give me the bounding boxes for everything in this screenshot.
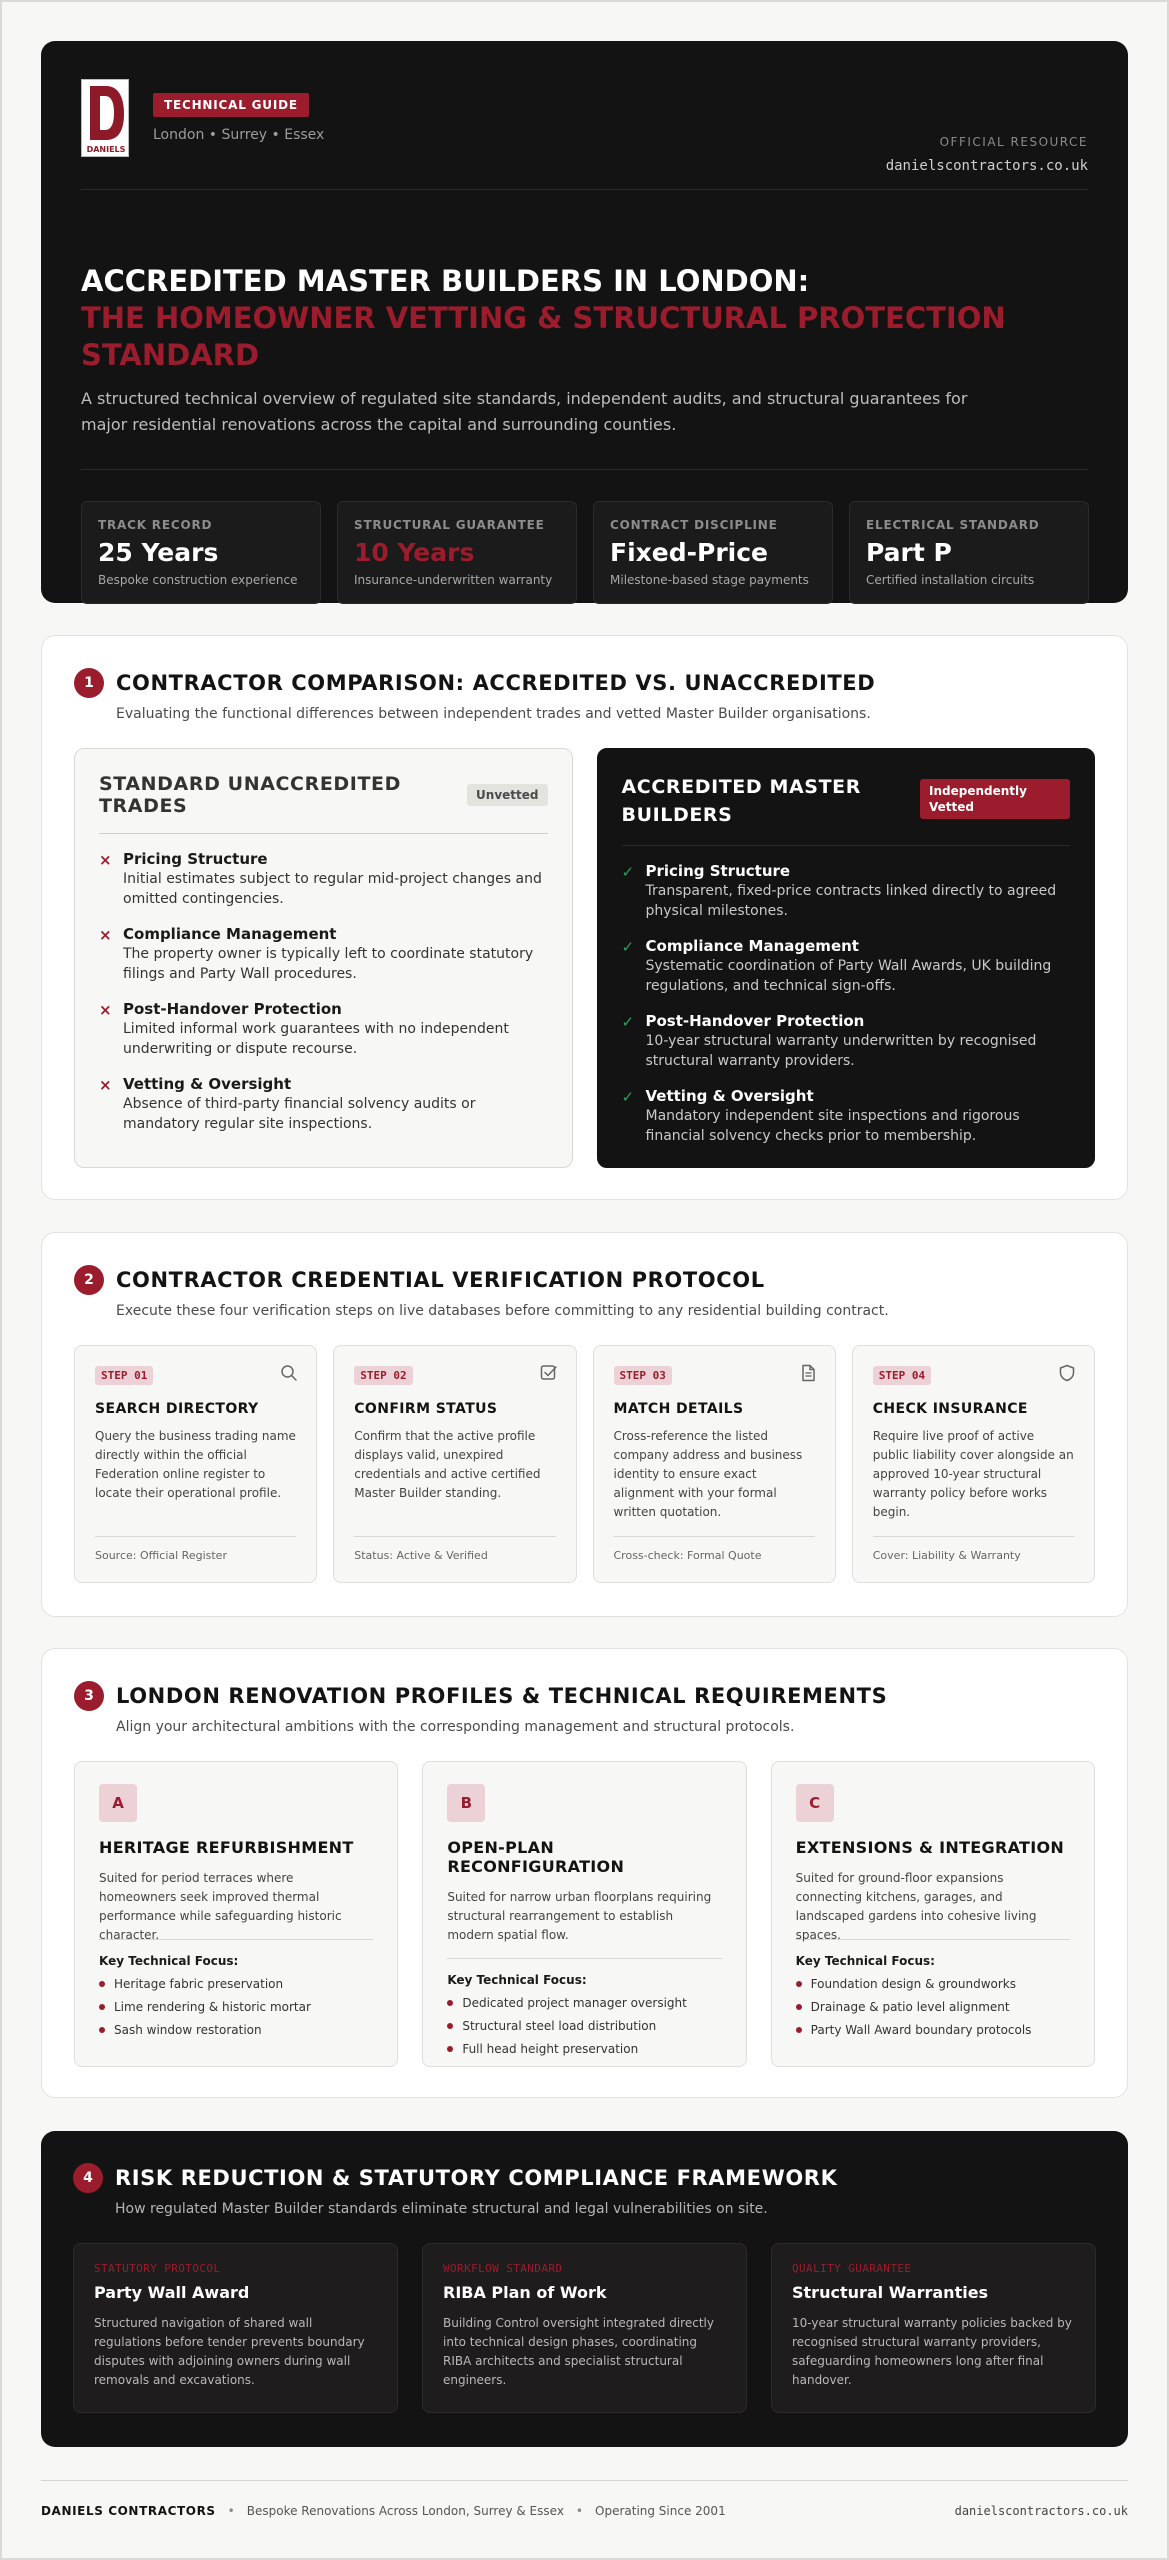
- pillar-kicker: QUALITY GUARANTEE: [792, 2262, 912, 2275]
- step-body: Require live proof of active public liability cover alongside an approved 10-year structural warranty policy before works begin.: [872, 1429, 1074, 1519]
- footer-website-link[interactable]: danielscontractors.co.uk: [954, 2503, 1128, 2518]
- list-item: Party Wall Award boundary protocols: [796, 2023, 1070, 2037]
- pillar-body: 10-year structural warranty policies backed by recognised structural warranty providers, safeguarding homeowners long after final handover.: [792, 2316, 1072, 2387]
- document-icon: [799, 1364, 817, 1386]
- stat-sub: Milestone-based stage payments: [610, 573, 809, 587]
- section-comparison: [41, 635, 1128, 1200]
- technical-guide-tag: TECHNICAL GUIDE: [153, 93, 309, 117]
- step-tag: STEP 01: [95, 1366, 153, 1385]
- search-icon: [280, 1364, 298, 1386]
- footer: [41, 2480, 1128, 2540]
- title-line-1: ACCREDITED MASTER BUILDERS IN LONDON:: [81, 264, 810, 298]
- cross-icon: ×: [99, 1076, 112, 1094]
- footer-separator: •: [575, 2503, 583, 2518]
- profile-body: Suited for ground-floor expansions connecting kitchens, garages, and landscaped gardens into cohesive living spaces.: [795, 1871, 1037, 1942]
- vetted-badge: Independently Vetted: [920, 779, 1070, 819]
- section-title: RISK REDUCTION & STATUTORY COMPLIANCE FRAMEWORK: [115, 2166, 838, 2190]
- stat-sub: Certified installation circuits: [866, 573, 1035, 587]
- list-item: Heritage fabric preservation: [99, 1977, 373, 1991]
- stat-label: STRUCTURAL GUARANTEE: [354, 518, 545, 532]
- pillar-title: RIBA Plan of Work: [443, 2283, 607, 2302]
- pillar-body: Building Control oversight integrated directly into technical design phases, coordinating RIBA architects and specialist structural engineers.: [443, 2316, 714, 2387]
- cross-icon: ×: [99, 926, 112, 944]
- point-body: Transparent, fixed-price contracts linked directly to agreed physical milestones.: [645, 883, 1057, 919]
- list-item: Full head height preservation: [447, 2042, 721, 2056]
- pillar-card: [73, 2243, 398, 2413]
- step-title: MATCH DETAILS: [613, 1401, 744, 1417]
- profile-title: HERITAGE REFURBISHMENT: [99, 1838, 354, 1857]
- stat-label: CONTRACT DISCIPLINE: [610, 518, 778, 532]
- profile-card: [74, 1761, 398, 2067]
- check-icon: ✓: [621, 1088, 635, 1106]
- point-heading: Vetting & Oversight: [645, 1087, 814, 1105]
- hero-description: A structured technical overview of regulated site standards, independent audits, and structural guarantees for major residential renovations across the capital and surrounding counties.: [81, 389, 968, 434]
- list-item: Lime rendering & historic mortar: [99, 2000, 373, 2014]
- section-subtitle: Evaluating the functional differences between independent trades and vetted Master Builder organisations.: [116, 706, 871, 722]
- step-title: CONFIRM STATUS: [354, 1401, 498, 1417]
- step-title: SEARCH DIRECTORY: [95, 1401, 259, 1417]
- profile-letter: A: [99, 1784, 137, 1822]
- stat-value: 25 Years: [98, 538, 219, 567]
- bullet-icon: [796, 1981, 802, 1987]
- step-tag: STEP 03: [614, 1366, 672, 1385]
- cross-icon: ×: [99, 851, 112, 869]
- list-item: Foundation design & groundworks: [796, 1977, 1070, 1991]
- column-title: STANDARD UNACCREDITED TRADES: [99, 773, 401, 817]
- step-card: [852, 1345, 1095, 1583]
- stat-card: [337, 501, 577, 604]
- list-item: Sash window restoration: [99, 2023, 373, 2037]
- stat-sub: Bespoke construction experience: [98, 573, 298, 587]
- focus-label: Key Technical Focus:: [795, 1954, 935, 1968]
- focus-label: Key Technical Focus:: [447, 1973, 587, 1987]
- point-heading: Compliance Management: [123, 925, 337, 943]
- locations: London • Surrey • Essex: [153, 127, 325, 143]
- point-heading: Pricing Structure: [645, 862, 791, 880]
- section-subtitle: Align your architectural ambitions with the corresponding management and structural protocols.: [116, 1719, 795, 1735]
- stat-label: ELECTRICAL STANDARD: [866, 518, 1040, 532]
- stat-value: 10 Years: [354, 538, 475, 567]
- profile-body: Suited for narrow urban floorplans requiring structural rearrangement to establish modern spatial flow.: [447, 1890, 712, 1942]
- step-body: Query the business trading name directly within the official Federation online register to locate their operational profile.: [95, 1429, 296, 1500]
- list-item: [622, 1012, 1071, 1071]
- pillar-kicker: WORKFLOW STANDARD: [443, 2262, 563, 2275]
- section-title: CONTRACTOR COMPARISON: ACCREDITED VS. UNACCREDITED: [116, 671, 876, 695]
- step-footer: Status: Active & Verified: [354, 1536, 555, 1562]
- unvetted-badge: Unvetted: [467, 784, 547, 806]
- pillar-card: [422, 2243, 747, 2413]
- point-body: Absence of third-party financial solvency audits or mandatory regular site inspections.: [123, 1096, 476, 1132]
- step-body: Confirm that the active profile displays valid, unexpired credentials and active certified Master Builder standing.: [354, 1429, 541, 1500]
- list-item: Structural steel load distribution: [447, 2019, 721, 2033]
- bullet-icon: [99, 2004, 105, 2010]
- check-icon: ✓: [621, 1013, 635, 1031]
- point-body: Limited informal work guarantees with no independent underwriting or dispute recourse.: [123, 1021, 509, 1057]
- column-title: ACCREDITED MASTER BUILDERS: [621, 776, 861, 826]
- section-number: 4: [73, 2163, 103, 2193]
- point-heading: Compliance Management: [645, 937, 859, 955]
- title-line-2: THE HOMEOWNER VETTING & STRUCTURAL PROTECTION STANDARD: [81, 301, 1006, 372]
- point-body: Systematic coordination of Party Wall Awards, UK building regulations, and technical sign-offs.: [645, 958, 1052, 994]
- divider: [81, 469, 1088, 470]
- point-heading: Post-Handover Protection: [123, 1000, 342, 1018]
- step-footer: Cross-check: Formal Quote: [614, 1536, 815, 1562]
- cross-icon: ×: [99, 1001, 112, 1019]
- footer-tagline: Bespoke Renovations Across London, Surrey & Essex: [246, 2503, 564, 2518]
- bullet-icon: [447, 2000, 453, 2006]
- step-footer: Cover: Liability & Warranty: [873, 1536, 1074, 1562]
- section-profiles: [41, 1648, 1128, 2098]
- stat-sub: Insurance-underwritten warranty: [354, 573, 553, 587]
- bullet-icon: [99, 1981, 105, 1987]
- section-number: 2: [74, 1265, 104, 1295]
- profile-card: [422, 1761, 746, 2067]
- list-item: [622, 937, 1071, 996]
- list-item: [622, 862, 1071, 921]
- section-subtitle: How regulated Master Builder standards eliminate structural and legal vulnerabilities on site.: [115, 2201, 768, 2217]
- stats-row: [81, 501, 1089, 604]
- bullet-icon: [447, 2046, 453, 2052]
- point-heading: Post-Handover Protection: [645, 1012, 865, 1030]
- list-item: [99, 925, 548, 984]
- step-card: [74, 1345, 317, 1583]
- pillar-kicker: STATUTORY PROTOCOL: [94, 2262, 221, 2275]
- profile-body: Suited for period terraces where homeowners seek improved thermal performance while safeguarding historic character.: [99, 1871, 342, 1942]
- stat-label: TRACK RECORD: [98, 518, 213, 532]
- point-body: The property owner is typically left to coordinate statutory filings and Party Wall procedures.: [123, 946, 534, 982]
- shield-icon: [1058, 1364, 1076, 1386]
- step-tag: STEP 02: [354, 1366, 412, 1385]
- unaccredited-column: [74, 748, 573, 1168]
- accredited-column: [597, 748, 1096, 1168]
- footer-since: Operating Since 2001: [595, 2503, 726, 2518]
- list-item: [99, 850, 548, 909]
- check-icon: ✓: [621, 863, 635, 881]
- daniels-logo: [81, 79, 129, 157]
- website-link[interactable]: danielscontractors.co.uk: [885, 158, 1088, 174]
- stat-value: Part P: [866, 538, 952, 567]
- step-card: [593, 1345, 836, 1583]
- page-title: [81, 263, 1041, 374]
- stat-card: [593, 501, 833, 604]
- pillar-body: Structured navigation of shared wall regulations before tender prevents boundary disputes with adjoining owners during wall removals and excavations.: [94, 2316, 365, 2387]
- hero-banner: [41, 41, 1128, 603]
- stat-card: [849, 501, 1089, 604]
- pillar-title: Party Wall Award: [94, 2283, 250, 2302]
- point-body: Initial estimates subject to regular mid-project changes and omitted contingencies.: [123, 871, 542, 907]
- point-heading: Pricing Structure: [123, 850, 268, 868]
- section-subtitle: Execute these four verification steps on live databases before committing to any residential building contract.: [116, 1303, 889, 1319]
- bullet-icon: [99, 2027, 105, 2033]
- official-label: OFFICIAL RESOURCE: [939, 135, 1088, 149]
- profile-card: [771, 1761, 1095, 2067]
- section-title: LONDON RENOVATION PROFILES & TECHNICAL REQUIREMENTS: [116, 1684, 888, 1708]
- section-compliance: [41, 2131, 1128, 2447]
- list-item: Dedicated project manager oversight: [447, 1996, 721, 2010]
- check-icon: ✓: [621, 938, 635, 956]
- bullet-icon: [796, 2004, 802, 2010]
- official-resource: [886, 79, 1088, 179]
- step-title: CHECK INSURANCE: [872, 1401, 1028, 1417]
- logo-wordmark: DANIELS: [86, 145, 126, 154]
- list-item: Drainage & patio level alignment: [796, 2000, 1070, 2014]
- brand: [81, 79, 324, 179]
- profile-title: OPEN-PLAN RECONFIGURATION: [447, 1838, 625, 1876]
- bullet-icon: [447, 2023, 453, 2029]
- stat-card: [81, 501, 321, 604]
- divider: [81, 189, 1088, 190]
- list-item: [99, 1075, 548, 1134]
- pillar-card: [771, 2243, 1096, 2413]
- list-item: [622, 1087, 1071, 1146]
- section-number: 1: [74, 668, 104, 698]
- step-body: Cross-reference the listed company address and business identity to ensure exact alignment with your formal written quotation.: [613, 1429, 803, 1519]
- section-verification: [41, 1232, 1128, 1617]
- point-body: 10-year structural warranty underwritten by recognised structural warranty providers.: [645, 1033, 1037, 1069]
- step-footer: Source: Official Register: [95, 1536, 296, 1562]
- section-number: 3: [74, 1681, 104, 1711]
- bullet-icon: [796, 2027, 802, 2033]
- point-body: Mandatory independent site inspections and rigorous financial solvency checks prior to membership.: [645, 1108, 1020, 1144]
- step-tag: STEP 04: [873, 1366, 931, 1385]
- footer-company: DANIELS CONTRACTORS: [41, 2503, 216, 2518]
- profile-title: EXTENSIONS & INTEGRATION: [795, 1838, 1065, 1857]
- stat-value: Fixed-Price: [610, 538, 768, 567]
- point-heading: Vetting & Oversight: [123, 1075, 292, 1093]
- list-item: [99, 1000, 548, 1059]
- pillar-title: Structural Warranties: [792, 2283, 989, 2302]
- footer-separator: •: [227, 2503, 235, 2518]
- profile-letter: C: [796, 1784, 834, 1822]
- checkbox-icon: [540, 1364, 558, 1386]
- profile-letter: B: [447, 1784, 485, 1822]
- section-title: CONTRACTOR CREDENTIAL VERIFICATION PROTOCOL: [116, 1268, 765, 1292]
- focus-label: Key Technical Focus:: [99, 1954, 239, 1968]
- step-card: [333, 1345, 576, 1583]
